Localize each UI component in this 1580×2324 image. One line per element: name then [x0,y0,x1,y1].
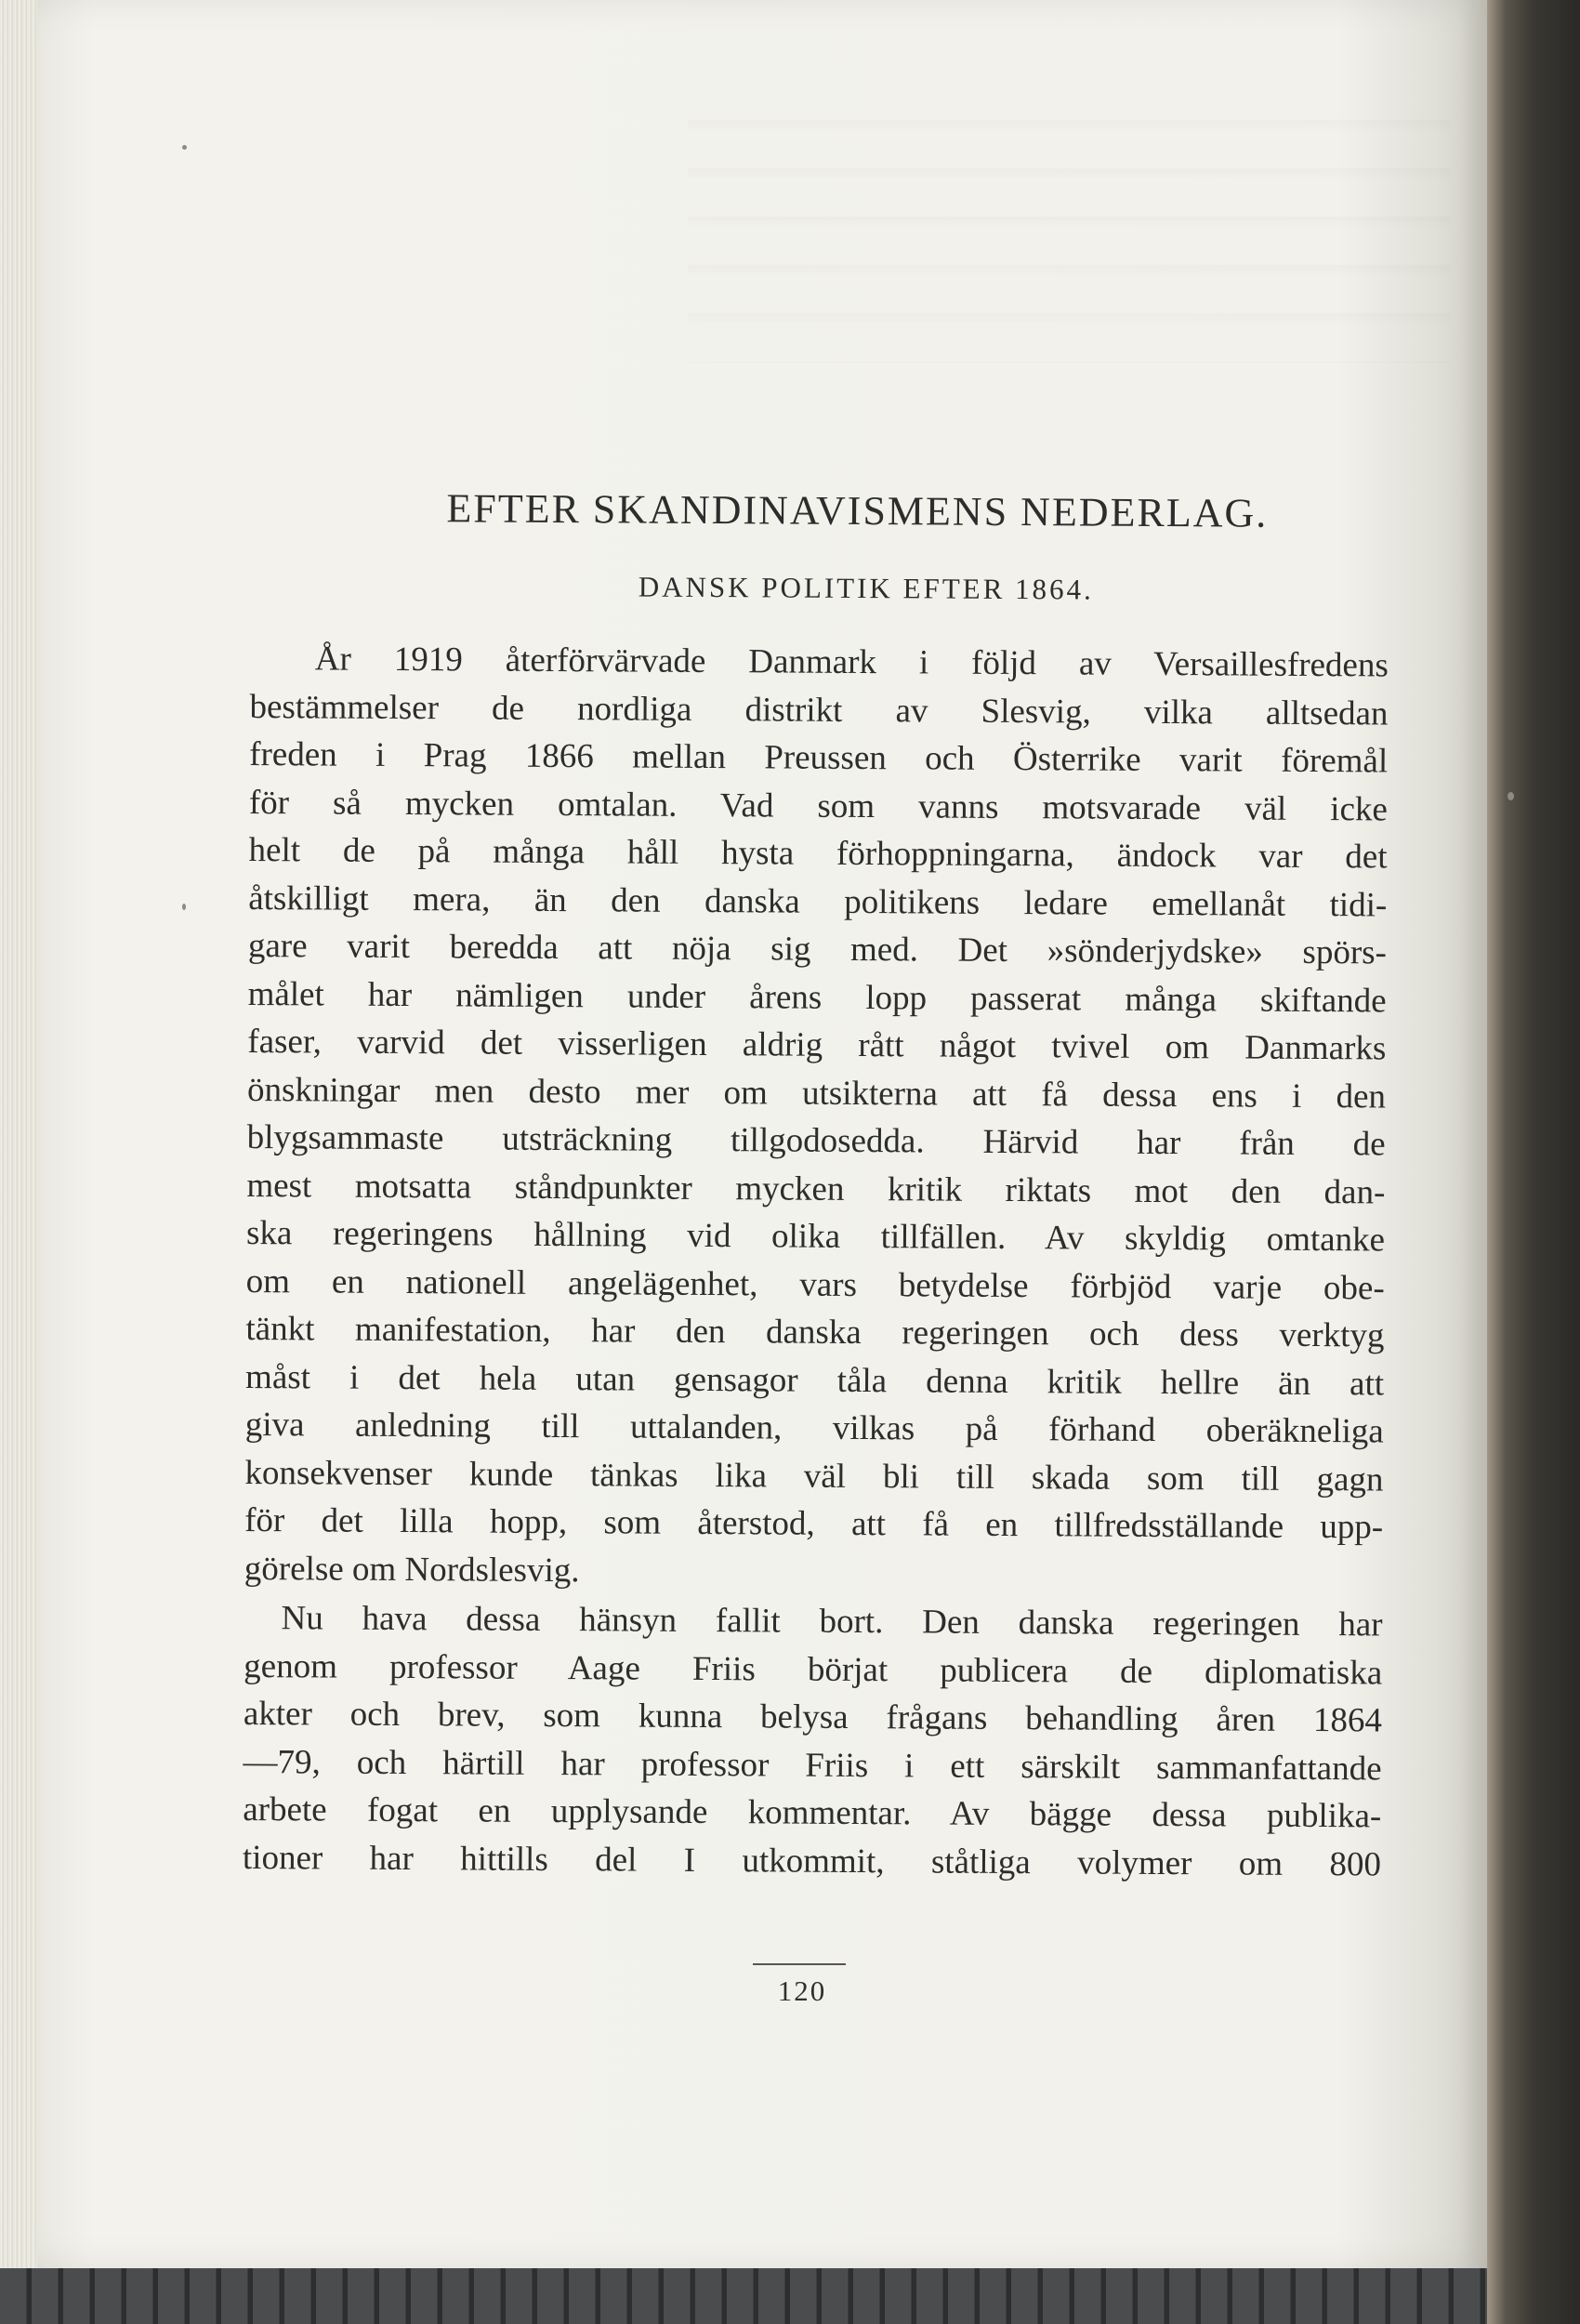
paragraph-1 [244,635,1389,1599]
text-line: görelse om Nordslesvig. [244,1549,580,1590]
text-line: giva anledning till uttalanden, vilkas på förhand oberäkneliga [244,1405,1384,1451]
text-line: för så mycken omtalan. Vad som vanns motsvarade väl icke [248,783,1389,828]
text-line: mest motsatta ståndpunkter mycken kritik riktats mot den dan- [246,1166,1386,1211]
cutting-mat-edge [0,2268,1487,2324]
text-line: åtskilligt mera, än den danska politikens ledare emellanåt tidi- [248,878,1388,924]
text-line: tioner har hittills del I utkommit, ståtliga volymer om 800 [242,1838,1382,1883]
show-through-text [688,84,1450,363]
page-number: 120 [777,1974,827,2007]
text-line: År 1919 återförvärvade Danmark i följd av Versaillesfredens [314,640,1389,685]
text-line: konsekvenser kunde tänkas lika väl bli till skada som till gagn [244,1453,1384,1499]
text-line: —79, och härtill har professor Friis i ett särskilt sammanfattande [243,1742,1382,1788]
text-line: genom professor Aage Friis börjat publicera de diplomatiska [244,1646,1383,1692]
speck-mark [1508,792,1514,800]
text-line: blygsammaste utsträckning tillgodosedda. Härvid har från de [246,1117,1386,1164]
article-subtitle: DANSK POLITIK EFTER 1864. [638,570,1094,606]
text-line: helt de på många håll hysta förhoppningarna, ändock var det [248,830,1388,877]
text-line: bestämmelser de nordliga distrikt av Slesvig, vilka alltsedan [249,687,1389,733]
text-line: freden i Prag 1866 mellan Preussen och Österrike varit föremål [249,734,1389,781]
text-line: arbete fogat en upplysande kommentar. Av bägge dessa publika- [243,1789,1382,1836]
article-text-block [243,483,1389,1888]
text-line: akter och brev, som kunna belysa frågans behandling åren 1864 [243,1694,1383,1740]
text-line: önskningar men desto mer om utsikterna att få dessa ens i den [246,1070,1387,1116]
text-line: målet har nämligen under årens lopp passerat många skiftande [247,974,1387,1020]
speck-mark [182,145,187,150]
text-line: tänkt manifestation, har den danska regeringen och dess verktyg [245,1309,1385,1355]
speck-mark [182,904,186,910]
text-line: för det lilla hopp, som återstod, att få en tillfredsställande upp- [244,1500,1384,1547]
article-title: EFTER SKANDINAVISMENS NEDERLAG. [446,485,1269,536]
text-line: gare varit beredda att nöja sig med. Det »sönderjydske» spörs- [247,926,1388,972]
text-line: om en nationell angelägenhet, vars betydelse förbjöd varje obe- [245,1261,1385,1307]
text-line: Nu hava dessa hänsyn fallit bort. Den danska regeringen har [281,1599,1383,1644]
text-line: ska regeringens hållning vid olika tillfällen. Av skyldig omtanke [245,1213,1386,1260]
text-line: faser, varvid det visserligen aldrig rått något tvivel om Danmarks [247,1022,1387,1068]
paragraph-2 [243,1594,1383,1888]
text-line: måst i det hela utan gensagor tåla denna kritik hellre än att [245,1357,1385,1403]
page-number-rule [753,1963,846,1965]
